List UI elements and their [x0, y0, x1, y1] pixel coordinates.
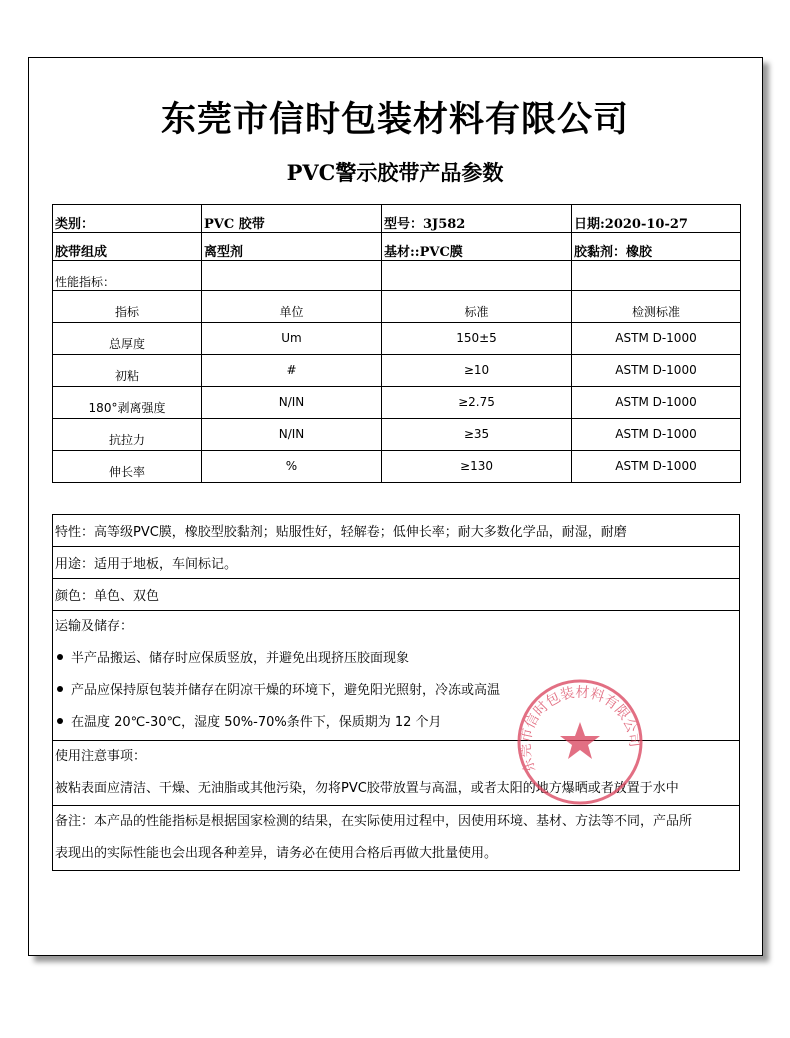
column-header: 单位 — [202, 291, 382, 323]
color-text: 颜色：单色、双色 — [53, 579, 740, 611]
table-row — [53, 387, 741, 419]
cell: ASTM D-1000 — [572, 355, 741, 387]
remark-line: 备注：本产品的性能指标是根据国家检测的结果，在实际使用过程中，因使用环境、基材、方法等不同，产品所 — [55, 814, 693, 829]
list-item — [55, 707, 737, 739]
cell: PVC 胶带 — [202, 205, 382, 233]
notice-text: 被粘表面应清洁、干燥、无油脂或其他污染，勿将PVC胶带放置与高温，或者太阳的地方爆晒或者放置于水中 — [55, 781, 679, 796]
bullet-icon — [57, 686, 63, 692]
table-row — [53, 451, 741, 483]
cell: Um — [202, 323, 382, 355]
cell: ≥2.75 — [382, 387, 572, 419]
column-header: 检测标准 — [572, 291, 741, 323]
storage-title: 运输及储存： — [55, 619, 134, 634]
cell: ≥10 — [382, 355, 572, 387]
column-headers — [53, 291, 741, 323]
storage-section — [53, 611, 740, 741]
features-text: 特性：高等级PVC膜，橡胶型胶黏剂；贴服性好，轻解卷；低伸长率；耐大多数化学品，耐湿，耐磨 — [53, 515, 740, 547]
cell: 胶带组成 — [53, 233, 202, 261]
list-item-text: 产品应保持原包装并储存在阴凉干燥的环境下，避免阳光照射，冷冻或高温 — [71, 683, 501, 698]
perf-label: 性能指标： — [53, 261, 202, 291]
column-header: 指标 — [53, 291, 202, 323]
cell: 150±5 — [382, 323, 572, 355]
header-row — [53, 205, 741, 233]
cell: 类别： — [53, 205, 202, 233]
cell: ASTM D-1000 — [572, 419, 741, 451]
cell: ASTM D-1000 — [572, 323, 741, 355]
spec-table — [52, 204, 741, 483]
list-item — [55, 643, 737, 675]
cell: ≥130 — [382, 451, 572, 483]
cell: ASTM D-1000 — [572, 387, 741, 419]
notice-section — [53, 741, 740, 806]
cell: N/IN — [202, 387, 382, 419]
remark-line: 表现出的实际性能也会出现各种差异，请务必在使用合格后再做大批量使用。 — [55, 846, 498, 861]
company-title: 东莞市信时包装材料有限公司 — [160, 99, 629, 140]
list-item — [55, 675, 737, 707]
cell: 总厚度 — [53, 323, 202, 355]
cell: 离型剂 — [202, 233, 382, 261]
cell: 伸长率 — [53, 451, 202, 483]
cell: 基材::PVC膜 — [382, 233, 572, 261]
info-table — [52, 514, 740, 871]
header-row — [53, 233, 741, 261]
list-item-text: 在温度 20℃-30℃，湿度 50%-70%条件下，保质期为 12 个月 — [71, 715, 442, 730]
list-item-text: 半产品搬运、储存时应保质竖放，并避免出现挤压胶面现象 — [71, 651, 410, 666]
cell: 日期:2020-10-27 — [572, 205, 741, 233]
svg-text:东莞市信时包装材料有限公司: 东莞市信时包装材料有限公司 — [517, 684, 643, 775]
cell: ≥35 — [382, 419, 572, 451]
cell: N/IN — [202, 419, 382, 451]
cell: 型号：3J582 — [382, 205, 572, 233]
cell: 180°剥离强度 — [53, 387, 202, 419]
bullet-icon — [57, 718, 63, 724]
document-title: PVC警示胶带产品参数 — [286, 160, 504, 185]
cell: 胶黏剂：橡胶 — [572, 233, 741, 261]
notice-title: 使用注意事项： — [55, 749, 147, 764]
table-row — [53, 355, 741, 387]
remark-section — [53, 806, 740, 871]
column-header: 标准 — [382, 291, 572, 323]
table-row — [53, 419, 741, 451]
cell: # — [202, 355, 382, 387]
bullet-icon — [57, 654, 63, 660]
cell: 抗拉力 — [53, 419, 202, 451]
cell: 初粘 — [53, 355, 202, 387]
cell: % — [202, 451, 382, 483]
usage-text: 用途：适用于地板，车间标记。 — [53, 547, 740, 579]
cell: ASTM D-1000 — [572, 451, 741, 483]
table-row — [53, 323, 741, 355]
